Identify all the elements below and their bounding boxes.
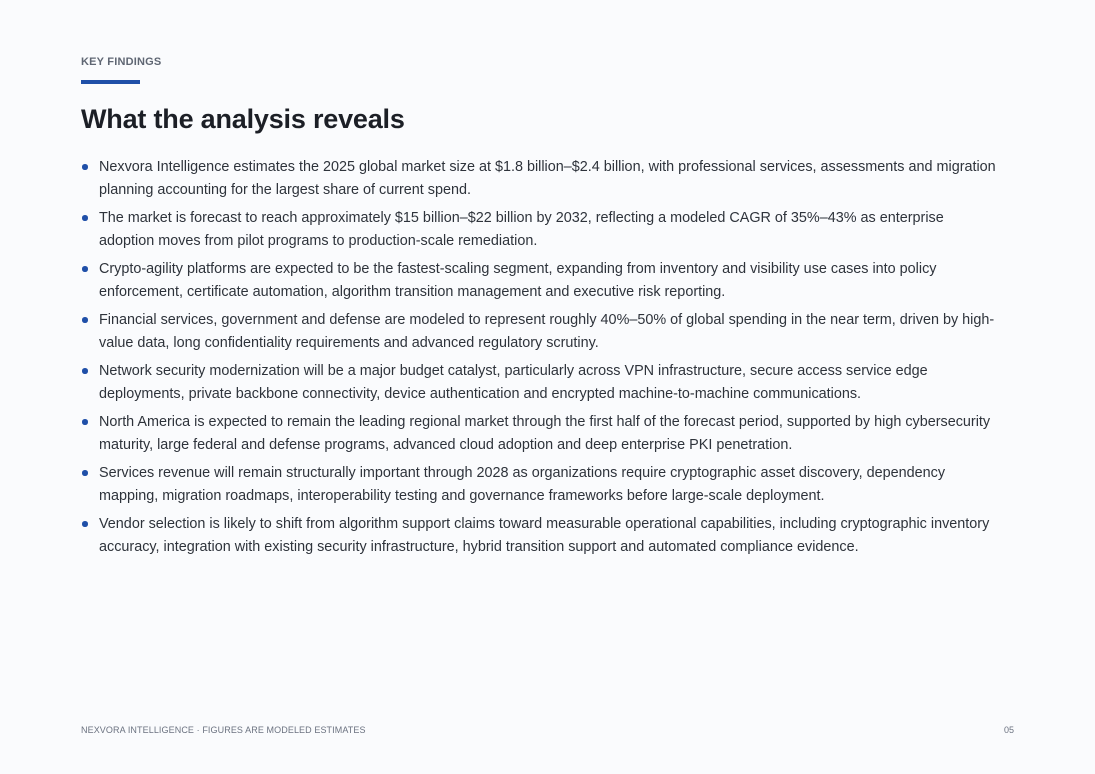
finding-item: [81, 258, 1001, 303]
finding-item: [81, 207, 1001, 252]
bullet-dot-icon: [82, 419, 88, 425]
page-number: 05: [1003, 725, 1014, 735]
page-title: What the analysis reveals: [81, 104, 405, 134]
bullet-dot-icon: [82, 215, 88, 221]
bullet-dot-icon: [82, 368, 88, 374]
bullet-dot-icon: [82, 470, 88, 476]
finding-item: [81, 360, 1001, 405]
finding-text: Services revenue will remain structurally important through 2028 as organizations require cryptographic asset discovery, dependency mapping, migration roadmaps, interoperability testing and governance frameworks before large-scale deployment.: [99, 465, 946, 504]
finding-item: [81, 309, 1001, 354]
bullet-dot-icon: [82, 266, 88, 272]
finding-item: [81, 156, 1001, 201]
findings-list: [81, 156, 1001, 564]
bullet-dot-icon: [82, 521, 88, 527]
eyebrow-accent-rule: [81, 80, 140, 84]
finding-item: [81, 462, 1001, 507]
finding-text: Crypto-agility platforms are expected to be the fastest-scaling segment, expanding from inventory and visibility use cases into policy enforcement, certificate automation, algorithm transition management and executive risk reporting.: [99, 261, 937, 300]
finding-text: Financial services, government and defense are modeled to represent roughly 40%–50% of global spending in the near term, driven by high-value data, long confidentiality requirements and advanced regulatory scrutiny.: [99, 312, 995, 351]
finding-text: Vendor selection is likely to shift from algorithm support claims toward measurable operational capabilities, including cryptographic inventory accuracy, integration with existing security infrastructure, hybrid transition support and automated compliance evidence.: [99, 516, 990, 555]
finding-text: Nexvora Intelligence estimates the 2025 global market size at $1.8 billion–$2.4 billion, with professional services, assessments and migration planning accounting for the largest share of current spend.: [99, 159, 996, 198]
finding-item: [81, 513, 1001, 558]
footer-source-note: NEXVORA INTELLIGENCE · FIGURES ARE MODELED ESTIMATES: [81, 725, 366, 735]
finding-item: [81, 411, 1001, 456]
finding-text: North America is expected to remain the leading regional market through the first half of the forecast period, supported by high cybersecurity maturity, large federal and defense programs, advanced cloud adoption and deep enterprise PKI penetration.: [99, 414, 991, 453]
bullet-dot-icon: [82, 164, 88, 170]
bullet-dot-icon: [82, 317, 88, 323]
finding-text: Network security modernization will be a major budget catalyst, particularly across VPN infrastructure, secure access service edge deployments, private backbone connectivity, device authentication and encrypted machine-to-machine communications.: [99, 363, 928, 402]
finding-text: The market is forecast to reach approximately $15 billion–$22 billion by 2032, reflecting a modeled CAGR of 35%–43% as enterprise adoption moves from pilot programs to production-scale remediation.: [99, 210, 944, 249]
section-eyebrow: KEY FINDINGS: [81, 56, 162, 68]
